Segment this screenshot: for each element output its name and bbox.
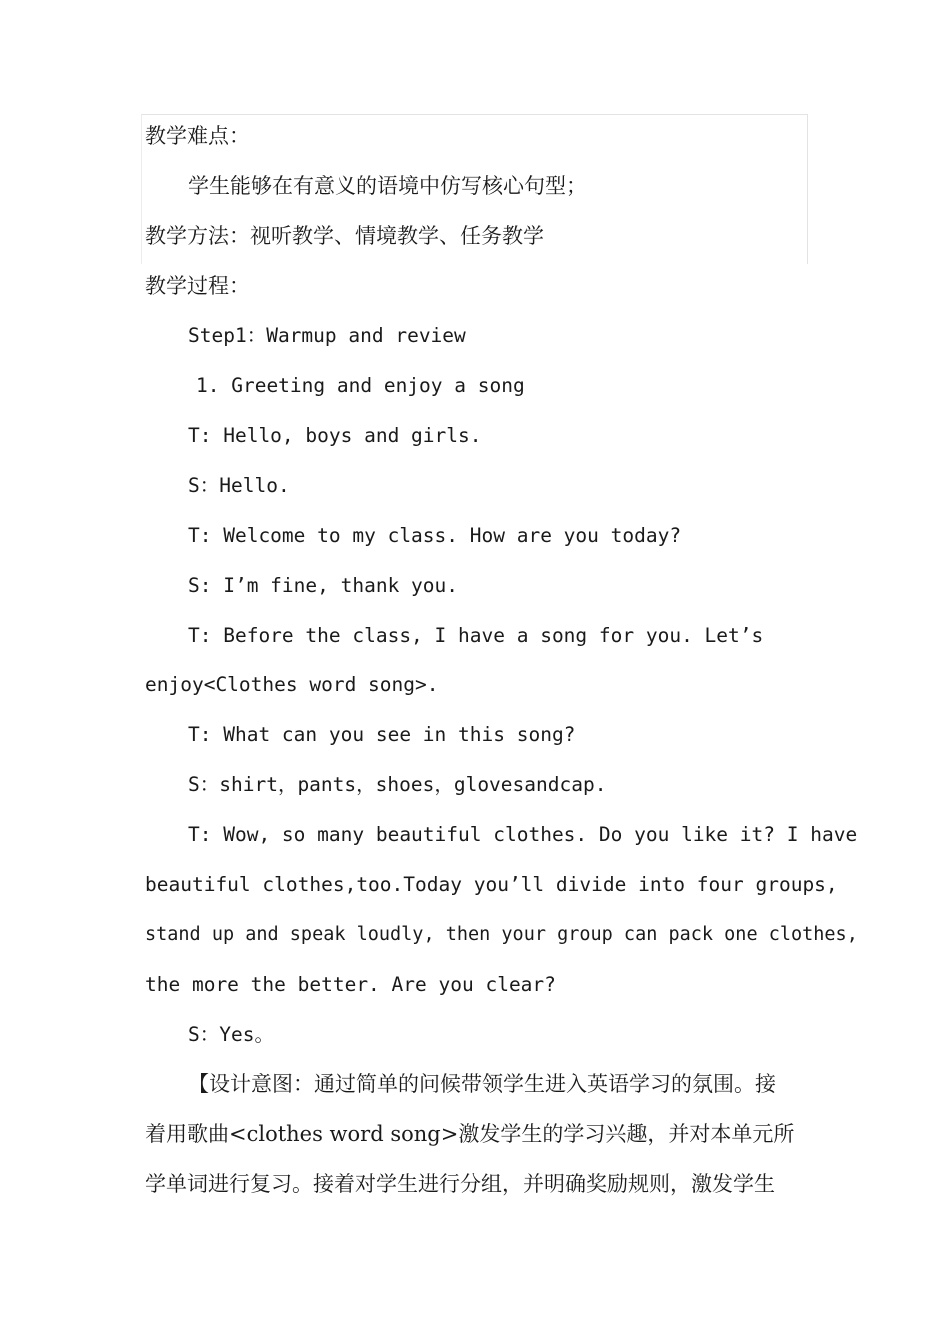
design-intent-text: 【设计意图：通过简单的问候带领学生进入英语学习的氛围。接 xyxy=(188,1072,776,1096)
difficulty-text: 学生能够在有意义的语境中仿写核心句型； xyxy=(188,174,587,198)
dialogue-line: S：Yes。 xyxy=(188,1023,274,1046)
dialogue-line-cont: enjoy<Clothes word song>. xyxy=(145,673,439,696)
dialogue-line: S：Hello. xyxy=(188,474,290,497)
dialogue-line-cont: beautiful clothes,too.Today you’ll divide into four groups, xyxy=(145,873,838,896)
dialogue-line: S：shirt，pants，shoes，glovesandcap. xyxy=(188,773,607,796)
dialogue-line: T: Wow, so many beautiful clothes. Do you like it? I have xyxy=(188,823,858,846)
dialogue-line: T: Before the class, I have a song for you. Let’s xyxy=(188,624,764,647)
process-heading: 教学过程： xyxy=(145,274,250,298)
dialogue-line: S: I’m fine, thank you. xyxy=(188,574,459,597)
step1-heading: Step1：Warmup and review xyxy=(188,324,466,347)
design-intent-text: 着用歌曲<clothes word song>激发学生的学习兴趣，并对本单元所 xyxy=(145,1122,795,1146)
dialogue-line: T: Hello, boys and girls. xyxy=(188,424,482,447)
dialogue-line: T: Welcome to my class. How are you today? xyxy=(188,524,682,547)
dialogue-line: T: What can you see in this song? xyxy=(188,723,576,746)
difficulty-heading: 教学难点： xyxy=(145,124,250,148)
dialogue-line-cont: the more the better. Are you clear? xyxy=(145,973,556,996)
substep-heading: 1. Greeting and enjoy a song xyxy=(196,374,525,397)
methods-line: 教学方法：视听教学、情境教学、任务教学 xyxy=(145,224,544,248)
design-intent-text: 学单词进行复习。接着对学生进行分组，并明确奖励规则，激发学生 xyxy=(145,1172,775,1196)
dialogue-line-cont: stand up and speak loudly, then your group can pack one clothes, xyxy=(145,924,858,945)
